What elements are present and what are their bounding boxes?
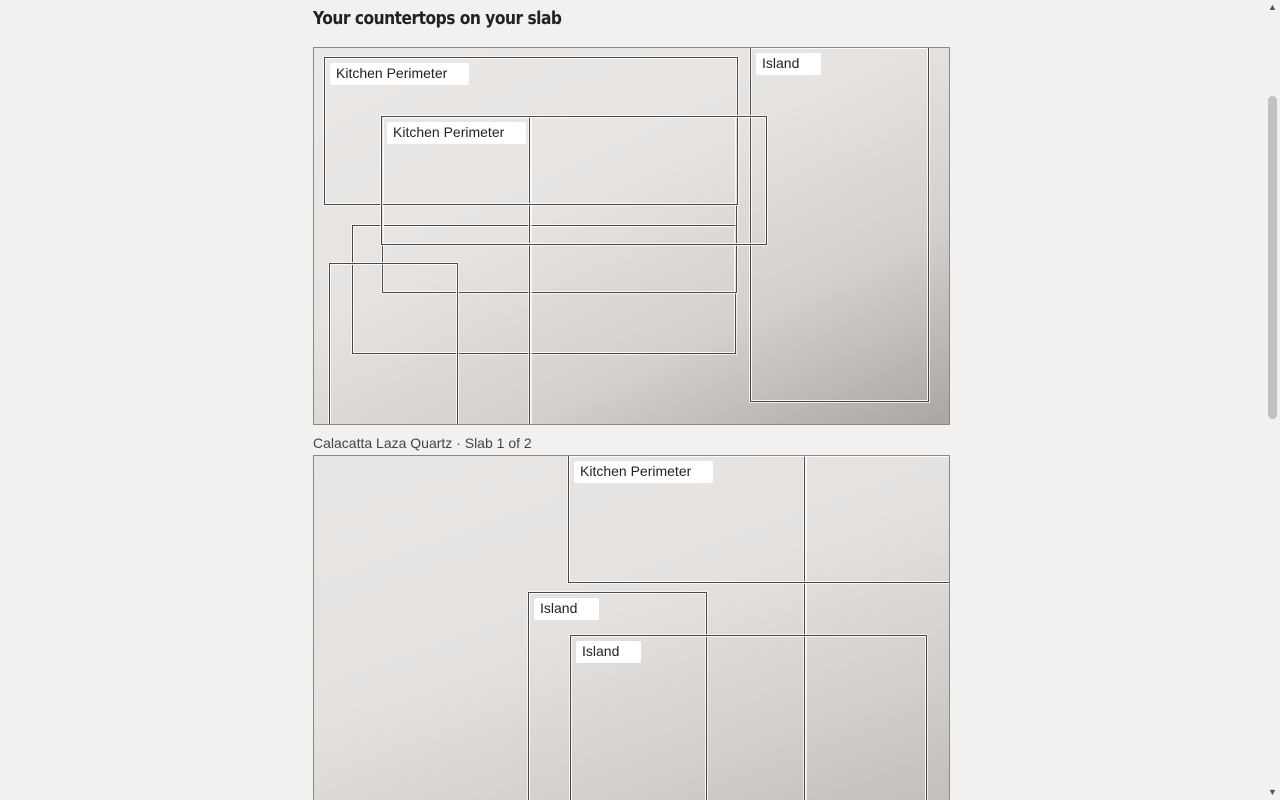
piece-label: Kitchen Perimeter	[574, 461, 713, 483]
slab-1-piece-island[interactable]	[750, 47, 929, 402]
piece-label: Island	[534, 598, 599, 620]
vertical-scrollbar[interactable]	[1265, 0, 1280, 800]
piece-label: Kitchen Perimeter	[330, 63, 469, 85]
slab-1-preview	[313, 47, 950, 425]
piece-outline[interactable]	[329, 263, 458, 425]
slab-2-piece-kitchen-perimeter[interactable]	[568, 455, 950, 583]
slab-2-preview	[313, 455, 950, 800]
triangle-up-icon[interactable]: ▲	[1268, 2, 1277, 12]
piece-label: Kitchen Perimeter	[387, 122, 526, 144]
slab-caption: Calacatta Laza Quartz · Slab 1 of 2	[313, 435, 532, 451]
piece-label: Island	[576, 641, 641, 663]
slab-1-piece-kitchen-perimeter-2[interactable]	[381, 116, 767, 245]
piece-label: Island	[756, 53, 821, 75]
page-title: Your countertops on your slab	[313, 8, 562, 29]
triangle-down-icon[interactable]: ▼	[1268, 787, 1277, 797]
scrollbar-thumb[interactable]	[1268, 96, 1277, 419]
slab-2-piece-island-2[interactable]	[570, 635, 927, 800]
